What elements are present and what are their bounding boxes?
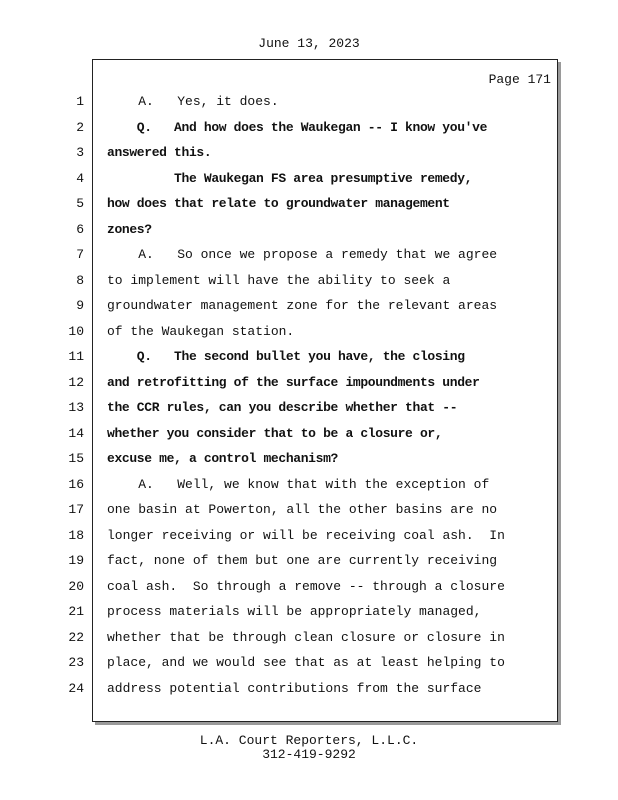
answer-text-line: one basin at Powerton, all the other basins are no [107, 502, 498, 517]
line-number: 14 [68, 425, 84, 441]
line-number: 9 [76, 298, 84, 313]
line-number: 13 [68, 400, 84, 415]
answer-text-line: groundwater management zone for the relevant areas [107, 298, 498, 313]
line-number: 11 [68, 349, 84, 364]
question-text-line: and retrofitting of the surface impoundments under [107, 374, 480, 390]
question-text-line: Q. The second bullet you have, the closing [107, 349, 465, 364]
answer-text-line: A. Well, we know that with the exception of [107, 476, 490, 492]
answer-text-line: fact, none of them but one are currently receiving [107, 553, 498, 568]
question-text-line: how does that relate to groundwater management [107, 196, 450, 211]
line-number: 3 [76, 145, 84, 160]
answer-text-line: address potential contributions from the surface [107, 680, 482, 696]
line-number: 16 [68, 476, 84, 492]
answer-text-line: process materials will be appropriately managed, [107, 604, 482, 619]
page-number: Page 171 [488, 72, 551, 87]
question-text-line: answered this. [107, 145, 212, 160]
line-number: 17 [68, 502, 84, 517]
line-number: 8 [76, 272, 84, 288]
line-number: 1 [76, 94, 84, 109]
answer-text-line: of the Waukegan station. [107, 323, 295, 339]
line-number: 2 [76, 119, 84, 135]
question-text-line: the CCR rules, can you describe whether that -- [107, 400, 458, 415]
footer-phone: 312-419-9292 [262, 747, 356, 762]
line-number: 19 [68, 553, 84, 568]
question-text-line: The Waukegan FS area presumptive remedy, [107, 170, 473, 186]
question-text-line: excuse me, a control mechanism? [107, 451, 338, 466]
question-text-line: whether you consider that to be a closure or, [107, 425, 443, 441]
question-text-line: Q. And how does the Waukegan -- I know you've [107, 119, 488, 135]
line-number: 4 [76, 170, 84, 186]
line-number: 6 [76, 221, 84, 237]
line-number: 5 [76, 196, 84, 211]
answer-text-line: whether that be through clean closure or closure in [107, 629, 505, 645]
answer-text-line: A. Yes, it does. [107, 94, 279, 109]
answer-text-line: place, and we would see that as at least helping to [107, 655, 505, 670]
line-number: 24 [68, 680, 84, 696]
line-number: 20 [68, 578, 84, 594]
answer-text-line: A. So once we propose a remedy that we agree [107, 247, 498, 262]
answer-text-line: coal ash. So through a remove -- through a closure [107, 578, 505, 594]
line-number: 21 [68, 604, 84, 619]
line-number: 22 [68, 629, 84, 645]
answer-text-line: longer receiving or will be receiving coal ash. In [107, 527, 505, 543]
footer-company: L.A. Court Reporters, L.L.C. [199, 733, 419, 748]
line-number: 12 [68, 374, 84, 390]
question-text-line: zones? [107, 221, 152, 237]
line-number: 7 [76, 247, 84, 262]
line-number: 15 [68, 451, 84, 466]
answer-text-line: to implement will have the ability to seek a [107, 272, 451, 288]
line-number: 18 [68, 527, 84, 543]
transcript-date: June 13, 2023 [258, 36, 360, 51]
line-number: 23 [68, 655, 84, 670]
line-number: 10 [68, 323, 84, 339]
